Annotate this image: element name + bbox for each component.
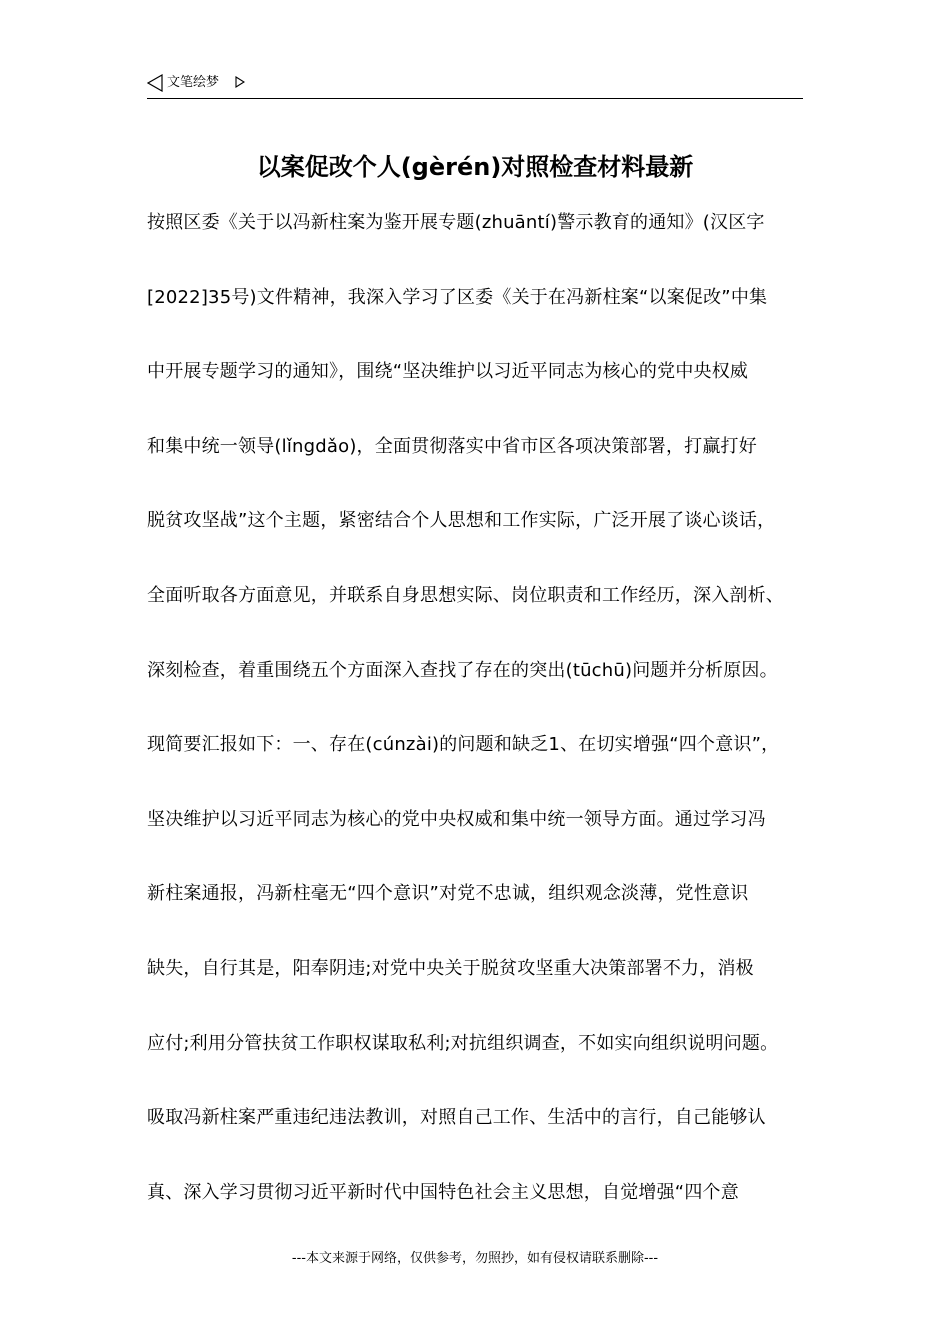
- paragraph-line: 缺失，自行其是，阳奉阴违;对党中央关于脱贫攻坚重大决策部署不力，消极: [147, 957, 754, 979]
- paragraph-line: [2022]35号)文件精神，我深入学习了区委《关于在冯新柱案“以案促改”中集: [147, 286, 768, 308]
- paragraph-line: 全面听取各方面意见，并联系自身思想实际、岗位职责和工作经历，深入剖析、: [147, 584, 784, 606]
- paragraph-line: 新柱案通报，冯新柱毫无“四个意识”对党不忠诚，组织观念淡薄，党性意识: [147, 883, 749, 905]
- page-header: [147, 72, 803, 99]
- header-brand-group: [147, 74, 219, 92]
- document-body: [147, 204, 827, 1248]
- triangle-right-icon: [235, 76, 245, 88]
- paragraph-line: 现简要汇报如下：一、存在(cúnzài)的问题和缺乏1、在切实增强“四个意识”，: [147, 734, 780, 756]
- footer-disclaimer: ---本文来源于网络，仅供参考，勿照抄，如有侵权请联系删除---: [291, 1251, 659, 1266]
- paragraph-line: 中开展专题学习的通知》，围绕“坚决维护以习近平同志为核心的党中央权威: [147, 361, 749, 383]
- paragraph-line: 应付;利用分管扶贫工作职权谋取私利;对抗组织调查，不如实向组织说明问题。: [147, 1032, 779, 1054]
- paragraph-line: 脱贫攻坚战”这个主题，紧密结合个人思想和工作实际，广泛开展了谈心谈话，: [147, 510, 776, 532]
- paragraph-line: 吸取冯新柱案严重违纪违法教训，对照自己工作、生活中的言行，自己能够认: [147, 1107, 766, 1129]
- paragraph-line: 按照区委《关于以冯新柱案为鉴开展专题(zhuāntí)警示教育的通知》(汉区字: [147, 212, 765, 233]
- brand-name: 文笔绘梦: [167, 75, 220, 90]
- document-title: 以案促改个人(gèrén)对照检查材料最新: [256, 153, 694, 181]
- paragraph-line: 和集中统一领导(lǐngdǎo)，全面贯彻落实中省市区各项决策部署，打赢打好: [147, 435, 757, 457]
- triangle-left-icon: [147, 74, 163, 92]
- paragraph-line: 坚决维护以习近平同志为核心的党中央权威和集中统一领导方面。通过学习冯: [147, 808, 766, 830]
- paragraph-line: 深刻检查，着重围绕五个方面深入查找了存在的突出(tūchū)问题并分析原因。: [147, 659, 778, 681]
- paragraph-line: 真、深入学习贯彻习近平新时代中国特色社会主义思想，自觉增强“四个意: [147, 1181, 739, 1203]
